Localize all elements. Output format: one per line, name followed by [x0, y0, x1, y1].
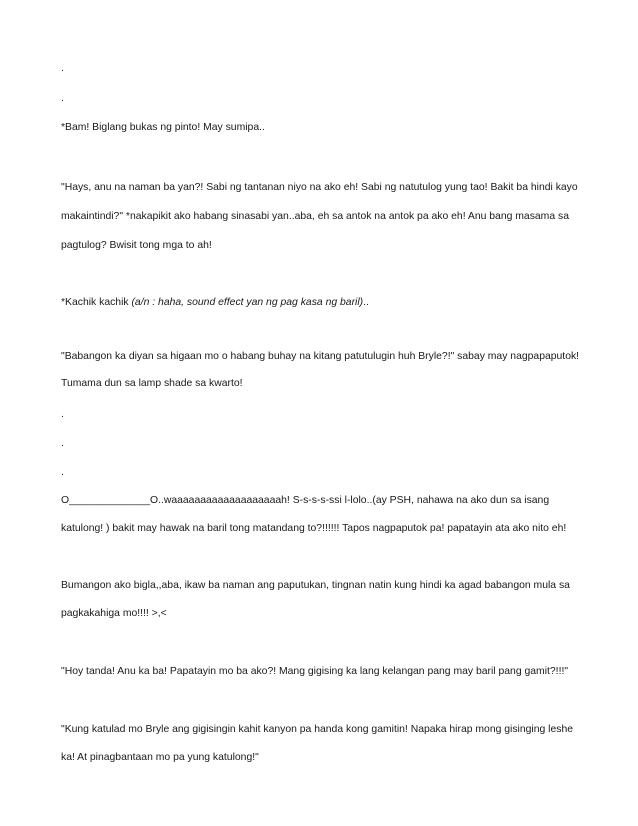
text-line: "Kung katulad mo Bryle ang gigisingin kahit kanyon pa handa kong gamitin! Napaka hirap mong gisinging leshe [61, 724, 574, 735]
text-line: Tumama dun sa lamp shade sa kwarto! [61, 378, 243, 389]
text-line: "Hoy tanda! Anu ka ba! Papatayin mo ba ako?! Mang gigising ka lang kelangan pang may baril pang gamit?!!!" [61, 666, 569, 677]
text-line: O______________O..waaaaaaaaaaaaaaaaaaah! S-s-s-s-ssi l-lolo..(ay PSH, nahawa na ako dun sa isang [61, 495, 550, 506]
author-note: (a/n : haha, sound effect yan ng pag kasa ng baril) [131, 297, 364, 308]
text-line: katulong! ) bakit may hawak na baril tong matandang to?!!!!!! Tapos nagpaputok pa! papatayin ata ako nito eh! [61, 523, 567, 534]
text-line: makaintindi?" *nakapikit ako habang sinasabi yan..aba, eh sa antok na antok pa ako eh! Anu bang masama sa [61, 211, 569, 222]
text-line: ka! At pinagbantaan mo pa yung katulong!" [61, 752, 259, 763]
text-line: . [61, 63, 64, 74]
text-line: Bumangon ako bigla,,aba, ikaw ba naman ang paputukan, tingnan natin kung hindi ka agad babangon mula sa [61, 580, 570, 591]
ellipsis-text: .. [363, 297, 369, 308]
text-line: "Hays, anu na naman ba yan?! Sabi ng tantanan niyo na ako eh! Sabi ng natutulog yung tao! Bakit ba hindi kayo [61, 182, 578, 193]
sound-effect-text: *Kachik kachik [61, 297, 132, 308]
text-line: "Babangon ka diyan sa higaan mo o habang buhay na kitang patutulugin huh Bryle?!" sabay may nagpapaputok! [61, 351, 580, 362]
text-line: . [61, 467, 64, 478]
text-line: . [61, 93, 64, 104]
text-line: pagtulog? Bwisit tong mga to ah! [61, 240, 212, 251]
text-line [61, 296, 581, 309]
text-line: *Bam! Biglang bukas ng pinto! May sumipa.. [61, 122, 265, 133]
text-line: . [61, 438, 64, 449]
text-line: pagkakahiga mo!!!! >,< [61, 608, 167, 619]
text-line: . [61, 409, 64, 420]
